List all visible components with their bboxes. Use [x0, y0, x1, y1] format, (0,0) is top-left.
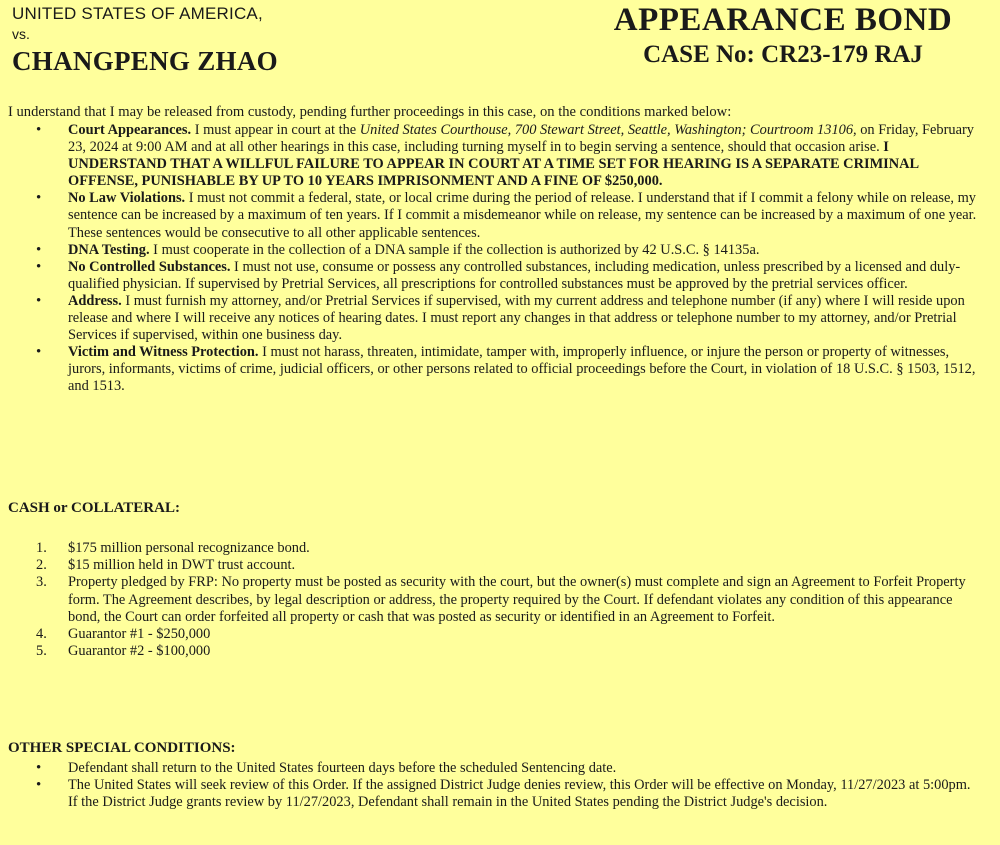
- item-number: 1.: [36, 540, 47, 556]
- item-text: Property pledged by FRP: No property must be posted as security with the court, but the owner(s) must complete and sign an Agreement to Forfeit Property form. The Agreement describes, by legal description or address, the property required by the Court. If defendant violates any condition of this appearance bond, the Court can order forfeited all property or cash that was posted as security or identified in an Agreement to Forfeit.: [68, 574, 966, 625]
- condition-dna-testing: [0, 242, 988, 259]
- item-number: 3.: [36, 574, 47, 591]
- condition-victim-witness-protection: [0, 344, 988, 395]
- condition-heading: Court Appearances.: [68, 122, 192, 138]
- item-number: 4.: [36, 626, 47, 643]
- defendant-name: CHANGPENG ZHAO: [12, 46, 278, 76]
- item-text: Guarantor #2 - $100,000: [68, 643, 211, 660]
- release-conditions-list: [0, 122, 988, 396]
- condition-address: [0, 293, 988, 344]
- condition-text: I must not commit a federal, state, or local crime during the period of release. I understand that if I commit a felony while on release, my sentence can be increased by a maximum of ten years. If I commit a misdemeanor while on release, my sentence can be increased by a maximum of one year. These sentences would be consecutive to all other applicable sentences.: [68, 190, 977, 241]
- item-text: $175 million personal recognizance bond.: [68, 540, 310, 556]
- versus-label: vs.: [12, 26, 30, 42]
- item-text: Guarantor #1 - $250,000: [68, 626, 211, 643]
- condition-no-law-violations: [0, 190, 988, 241]
- condition-text: I must not use, consume or possess any controlled substances, including medication, unless prescribed by a licensed and duly-qualified physician. If supervised by Pretrial Services, all prescriptions for controlled substances must be approved by the pretrial services officer.: [68, 258, 961, 292]
- special-conditions-heading: OTHER SPECIAL CONDITIONS:: [8, 740, 236, 756]
- list-item: • The United States will seek review of this Order. If the assigned District Judge denies review, this Order will be effective on Monday, 11/27/2023 at 5:00pm. If the District Judge grants review by 11/27/2023, Defendant shall remain in the United States pending the District Judge's decision.: [0, 777, 980, 811]
- item-number: 5.: [36, 643, 47, 660]
- case-number: CASE No: CR23-179 RAJ: [643, 41, 923, 68]
- cash-collateral-heading: CASH or COLLATERAL:: [8, 500, 180, 516]
- document-title: APPEARANCE BOND: [613, 2, 953, 38]
- condition-heading: No Law Violations.: [68, 190, 186, 207]
- condition-text: I must appear in court at the: [191, 122, 360, 138]
- courthouse-location: United States Courthouse, 700 Stewart Street, Seattle, Washington; Courtroom 13106: [359, 122, 854, 138]
- condition-heading: Address.: [68, 292, 122, 309]
- list-item: [0, 643, 980, 660]
- list-item: [0, 574, 980, 626]
- special-conditions-list: [0, 760, 980, 812]
- list-item: [0, 557, 980, 574]
- condition-text: I must furnish my attorney, and/or Pretrial Services if supervised, with my current address and telephone number (if any) where I will reside upon release and where I will receive any notices of hearing dates. I must report any changes in that address or telephone number to my attorney, and/or Pretrial Services if supervised, within one business day.: [68, 292, 965, 344]
- plaintiff-name: UNITED STATES OF AMERICA,: [12, 4, 263, 23]
- list-item: [0, 626, 980, 643]
- failure-to-appear-warning: I UNDERSTAND THAT A WILLFUL FAILURE TO APPEAR IN COURT AT A TIME SET FOR HEARING IS A SEPARATE CRIMINAL OFFENSE, PUNISHABLE BY UP TO 10 YEARS IMPRISONMENT AND A FINE OF $250,000.: [68, 139, 919, 190]
- case-caption-title: [598, 2, 968, 69]
- case-caption-parties: [12, 4, 278, 77]
- condition-text: , on Friday, February 23, 2024 at 9:00 AM and at all other hearings in this case, including turning myself in to begin serving a sentence, should that occasion arise.: [68, 122, 974, 156]
- condition-text: I must cooperate in the collection of a DNA sample if the collection is authorized by 42 U.S.C. § 14135a.: [149, 241, 760, 258]
- condition-no-controlled-substances: [0, 259, 988, 293]
- list-item: [0, 540, 980, 557]
- condition-text: I must not harass, threaten, intimidate, tamper with, improperly influence, or injure the person or property of witnesses, jurors, informants, victims of crime, judicial officers, or other persons related to official proceedings before the Court, in violation of 18 U.S.C. § 1503, 1512, and 1513.: [68, 344, 976, 395]
- intro-paragraph: I understand that I may be released from custody, pending further proceedings in this case, on the conditions marked below:: [8, 104, 732, 120]
- list-item: • Defendant shall return to the United States fourteen days before the scheduled Sentencing date.: [0, 760, 980, 777]
- cash-collateral-list: [0, 540, 980, 660]
- condition-court-appearances: [0, 122, 988, 190]
- item-number: 2.: [36, 557, 47, 574]
- item-text: $15 million held in DWT trust account.: [68, 557, 296, 574]
- condition-heading: No Controlled Substances.: [68, 258, 231, 275]
- condition-heading: DNA Testing.: [68, 241, 150, 258]
- condition-heading: Victim and Witness Protection.: [68, 344, 259, 361]
